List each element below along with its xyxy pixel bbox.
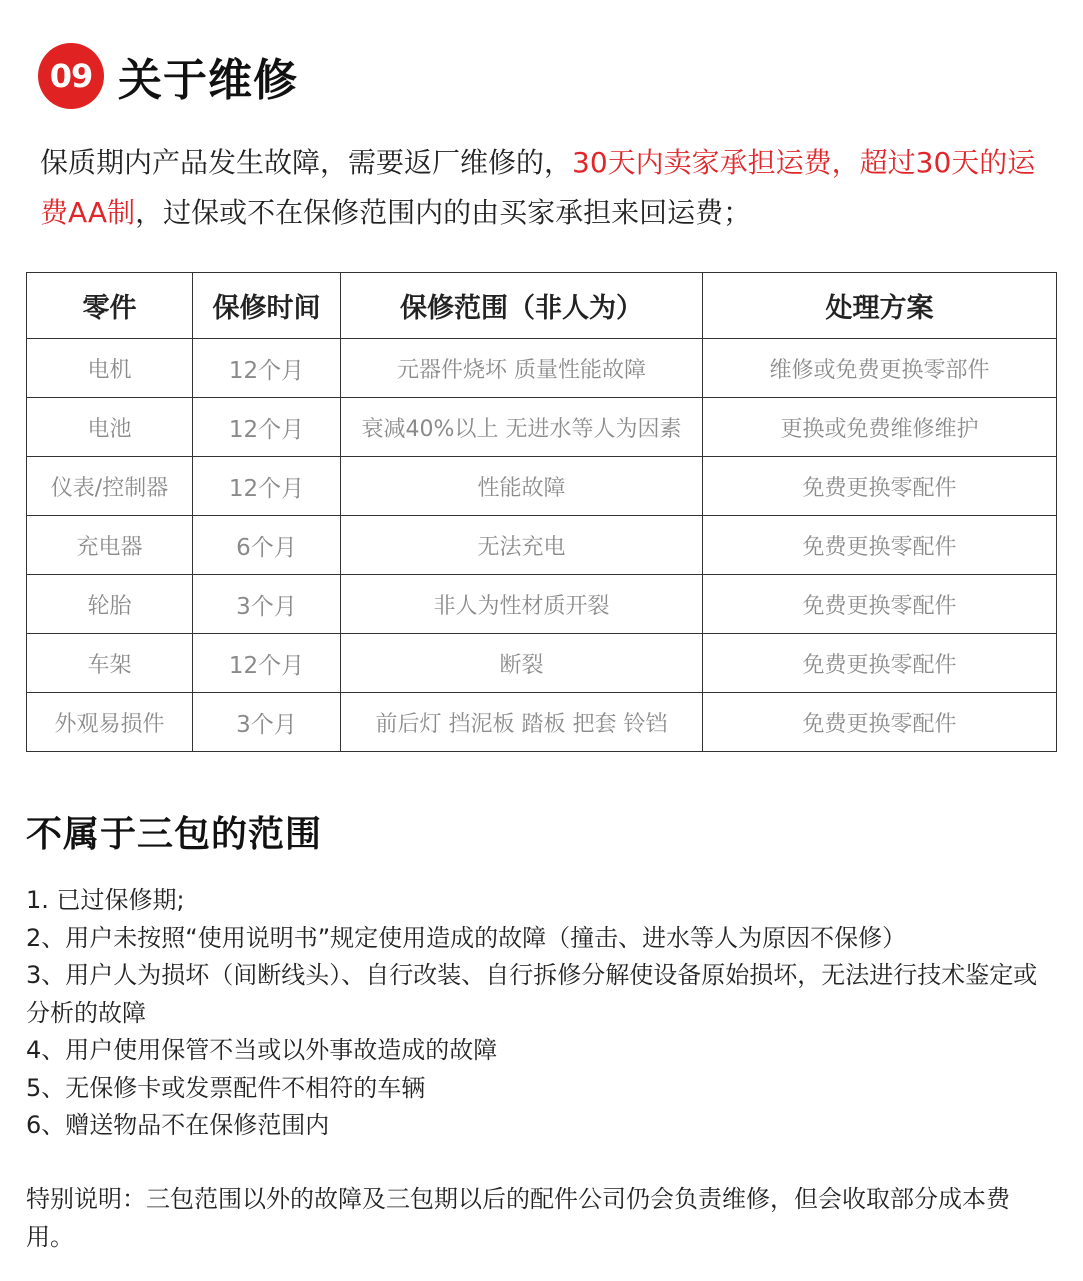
cell-period: 12个月 (193, 339, 341, 398)
list-item: 4、用户使用保管不当或以外事故造成的故障 (26, 1036, 498, 1064)
table-row (27, 398, 1057, 457)
cell-part: 外观易损件 (27, 693, 193, 752)
cell-period: 12个月 (193, 398, 341, 457)
page-title: 关于维修 (118, 55, 298, 106)
intro-text-part2: ，过保或不在保修范围内的由买家承担来回运费； (135, 196, 752, 229)
intro-highlight: 30天内卖家承担运费，超过30天的运费AA制 (40, 146, 1036, 229)
cell-period: 12个月 (193, 457, 341, 516)
exclusions-title: 不属于三包的范围 (26, 814, 323, 855)
cell-solution: 免费更换零配件 (703, 457, 1057, 516)
table-header-row (27, 273, 1057, 339)
intro-paragraph (40, 138, 1050, 238)
warranty-table (26, 272, 1057, 752)
cell-part: 充电器 (27, 516, 193, 575)
table-row (27, 516, 1057, 575)
section-heading (38, 40, 298, 112)
table-row (27, 634, 1057, 693)
special-note: 特别说明：三包范围以外的故障及三包期以后的配件公司仍会负责维修，但会收取部分成本费用。 (26, 1185, 1010, 1251)
column-header-part: 零件 (27, 273, 193, 339)
column-header-scope: 保修范围（非人为） (341, 273, 703, 339)
cell-scope: 性能故障 (341, 457, 703, 516)
list-item: 3、用户人为损坏（间断线头）、自行改装、自行拆修分解使设备原始损坏，无法进行技术鉴定或分析的故障 (26, 961, 1038, 1027)
cell-scope: 衰减40%以上 无进水等人为因素 (341, 398, 703, 457)
intro-text-part1: 保质期内产品发生故障，需要返厂维修的， (40, 146, 573, 179)
section-number-badge: 09 (38, 43, 104, 109)
cell-solution: 免费更换零配件 (703, 693, 1057, 752)
cell-part: 车架 (27, 634, 193, 693)
cell-part: 电池 (27, 398, 193, 457)
table-row (27, 575, 1057, 634)
cell-period: 6个月 (193, 516, 341, 575)
cell-scope: 无法充电 (341, 516, 703, 575)
list-item: 5、无保修卡或发票配件不相符的车辆 (26, 1073, 426, 1102)
cell-period: 12个月 (193, 634, 341, 693)
cell-solution: 免费更换零配件 (703, 575, 1057, 634)
cell-part: 电机 (27, 339, 193, 398)
table-row (27, 339, 1057, 398)
cell-solution: 免费更换零配件 (703, 634, 1057, 693)
list-item: 6、赠送物品不在保修范围内 (26, 1111, 330, 1139)
cell-part: 轮胎 (27, 575, 193, 634)
cell-solution: 维修或免费更换零部件 (703, 339, 1057, 398)
cell-scope: 非人为性材质开裂 (341, 575, 703, 634)
cell-part: 仪表/控制器 (27, 457, 193, 516)
list-item: 2、用户未按照“使用说明书”规定使用造成的故障（撞击、进水等人为原因不保修） (26, 923, 907, 952)
cell-period: 3个月 (193, 575, 341, 634)
cell-period: 3个月 (193, 693, 341, 752)
cell-solution: 免费更换零配件 (703, 516, 1057, 575)
column-header-period: 保修时间 (193, 273, 341, 339)
table-row (27, 693, 1057, 752)
list-item: 1. 已过保修期; (26, 886, 185, 914)
cell-scope: 断裂 (341, 634, 703, 693)
cell-scope: 前后灯 挡泥板 踏板 把套 铃铛 (341, 693, 703, 752)
cell-solution: 更换或免费维修维护 (703, 398, 1057, 457)
cell-scope: 元器件烧坏 质量性能故障 (341, 339, 703, 398)
exclusions-list (26, 882, 1056, 1145)
table-row (27, 457, 1057, 516)
column-header-solution: 处理方案 (703, 273, 1057, 339)
